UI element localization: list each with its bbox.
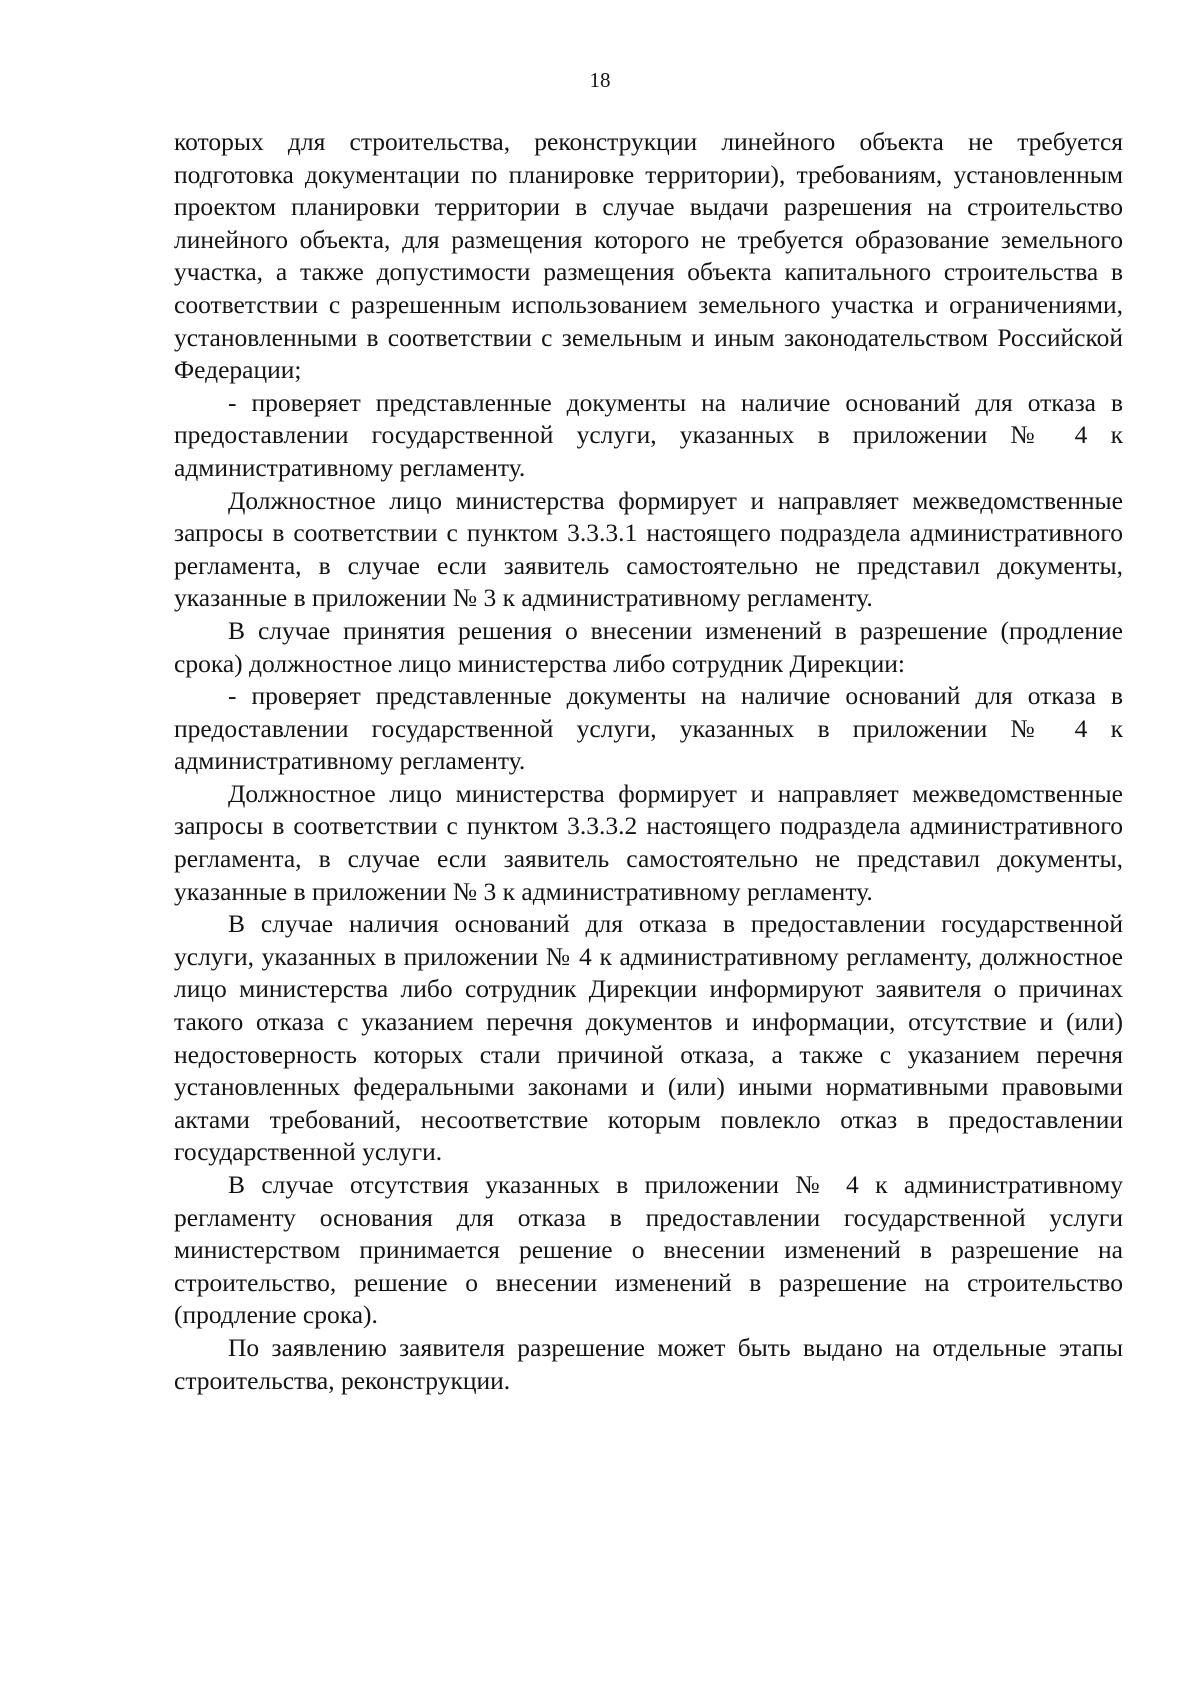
paragraph-8: В случае отсутствия указанных в приложении № 4 к административному регламенту основания для отказа в предоставлении государственной услуги министерством принимается решение о внесении изменений в разрешение на строительство, решение о внесении изменений в разрешение на строительство (продление срока). bbox=[174, 1170, 1123, 1330]
paragraph-9: По заявлению заявителя разрешение может быть выдано на отдельные этапы строительства, реконструкции. bbox=[174, 1332, 1123, 1395]
paragraph-6: Должностное лицо министерства формирует и направляет межведомственные запросы в соответствии с пунктом 3.3.3.2 настоящего подраздела административного регламента, в случае если заявитель самостоятельно не представил документы, указанные в приложении № 3 к административному регламенту. bbox=[174, 778, 1123, 906]
page-number: 18 bbox=[589, 68, 611, 92]
paragraph-4: В случае принятия решения о внесении изменений в разрешение (продление срока) должностное лицо министерства либо сотрудник Дирекции: bbox=[174, 615, 1123, 678]
paragraph-5: - проверяет представленные документы на наличие оснований для отказа в предоставлении государственной услуги, указанных в приложении № 4 к административному регламенту. bbox=[174, 681, 1123, 776]
document-body bbox=[174, 126, 1123, 1397]
paragraph-3: Должностное лицо министерства формирует и направляет межведомственные запросы в соответствии с пунктом 3.3.3.1 настоящего подраздела административного регламента, в случае если заявитель самостоятельно не представил документы, указанные в приложении № 3 к административному регламенту. bbox=[174, 485, 1123, 613]
paragraph-1: которых для строительства, реконструкции линейного объекта не требуется подготовка документации по планировке территории), требованиям, установленным проектом планировки территории в случае выдачи разрешения на строительство линейного объекта, для размещения которого не требуется образование земельного участка, а также допустимости размещения объекта капитального строительства в соответствии с разрешенным использованием земельного участка и ограничениями, установленными в соответствии с земельным и иным законодательством Российской Федерации; bbox=[174, 127, 1123, 385]
paragraph-7: В случае наличия оснований для отказа в предоставлении государственной услуги, указанных в приложении № 4 к административному регламенту, должностное лицо министерства либо сотрудник Дирекции информируют заявителя о причинах такого отказа с указанием перечня документов и информации, отсутствие и (или) недостоверность которых стали причиной отказа, а также с указанием перечня установленных федеральными законами и (или) иными нормативными правовыми актами требований, несоответствие которым повлекло отказ в предоставлении государственной услуги. bbox=[174, 909, 1123, 1167]
paragraph-2: - проверяет представленные документы на наличие оснований для отказа в предоставлении государственной услуги, указанных в приложении № 4 к административному регламенту. bbox=[174, 387, 1123, 482]
